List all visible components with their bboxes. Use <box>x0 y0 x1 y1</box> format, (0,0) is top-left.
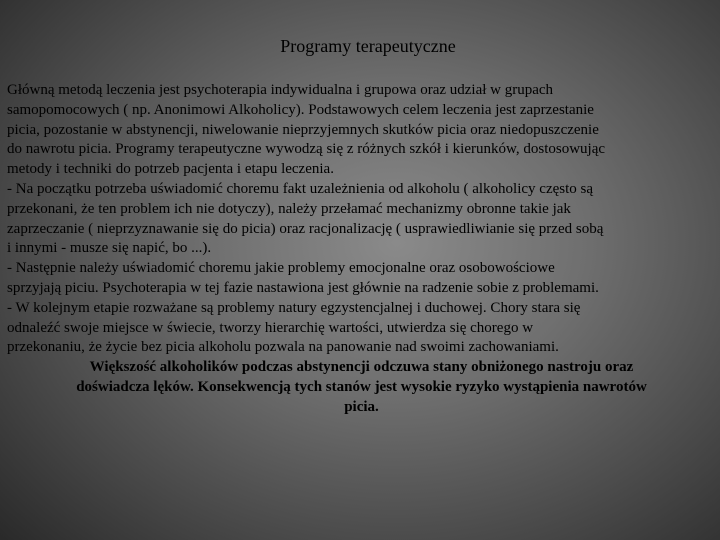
body-line: przekonaniu, że życie bez picia alkoholu pozwala na panowanie nad swoimi zachowaniami. <box>7 339 559 356</box>
slide-title: Programy terapeutyczne <box>280 36 456 56</box>
body-line: i innymi - musze się napić, bo ...). <box>7 240 212 257</box>
body-line: - W kolejnym etapie rozważane są problemy natury egzystencjalnej i duchowej. Chory stara się <box>7 299 581 316</box>
slide-body-text <box>7 81 720 418</box>
body-line: metody i techniki do potrzeb pacjenta i etapu leczenia. <box>7 161 334 178</box>
bold-summary-line: Większość alkoholików podczas abstynencji odczuwa stany obniżonego nastroju oraz <box>89 359 634 376</box>
bold-summary-line: picia. <box>344 398 379 415</box>
body-line: samopomocowych ( np. Anonimowi Alkoholicy). Podstawowych celem leczenia jest zaprzestanie <box>7 101 594 118</box>
bold-summary-line: doświadcza lęków. Konsekwencją tych stanów jest wysokie ryzyko wystąpienia nawrotów <box>76 378 647 395</box>
body-line: sprzyjają piciu. Psychoterapia w tej fazie nastawiona jest głównie na radzenie sobie z problemami. <box>7 279 599 296</box>
body-line: zaprzeczanie ( nieprzyznawanie się do picia) oraz racjonalizację ( usprawiedliwianie się przed sobą <box>7 220 604 237</box>
body-line: do nawrotu picia. Programy terapeutyczne wywodzą się z różnych szkół i kierunków, dostosowując <box>7 141 606 158</box>
body-line: Główną metodą leczenia jest psychoterapia indywidualna i grupowa oraz udział w grupach <box>7 82 554 98</box>
body-line: - Następnie należy uświadomić choremu jakie problemy emocjonalne oraz osobowościowe <box>7 260 555 277</box>
body-line: picia, pozostanie w abstynencji, niwelowanie nieprzyjemnych skutków picia oraz niedopuszczenie <box>7 121 599 138</box>
body-line: przekonani, że ten problem ich nie dotyczy), należy przełamać mechanizmy obronne takie jak <box>7 200 571 217</box>
body-line: odnaleźć swoje miejsce w świecie, tworzy hierarchię wartości, utwierdza się chorego w <box>7 319 534 336</box>
body-line: - Na początku potrzeba uświadomić choremu fakt uzależnienia od alkoholu ( alkoholicy często są <box>7 180 594 197</box>
